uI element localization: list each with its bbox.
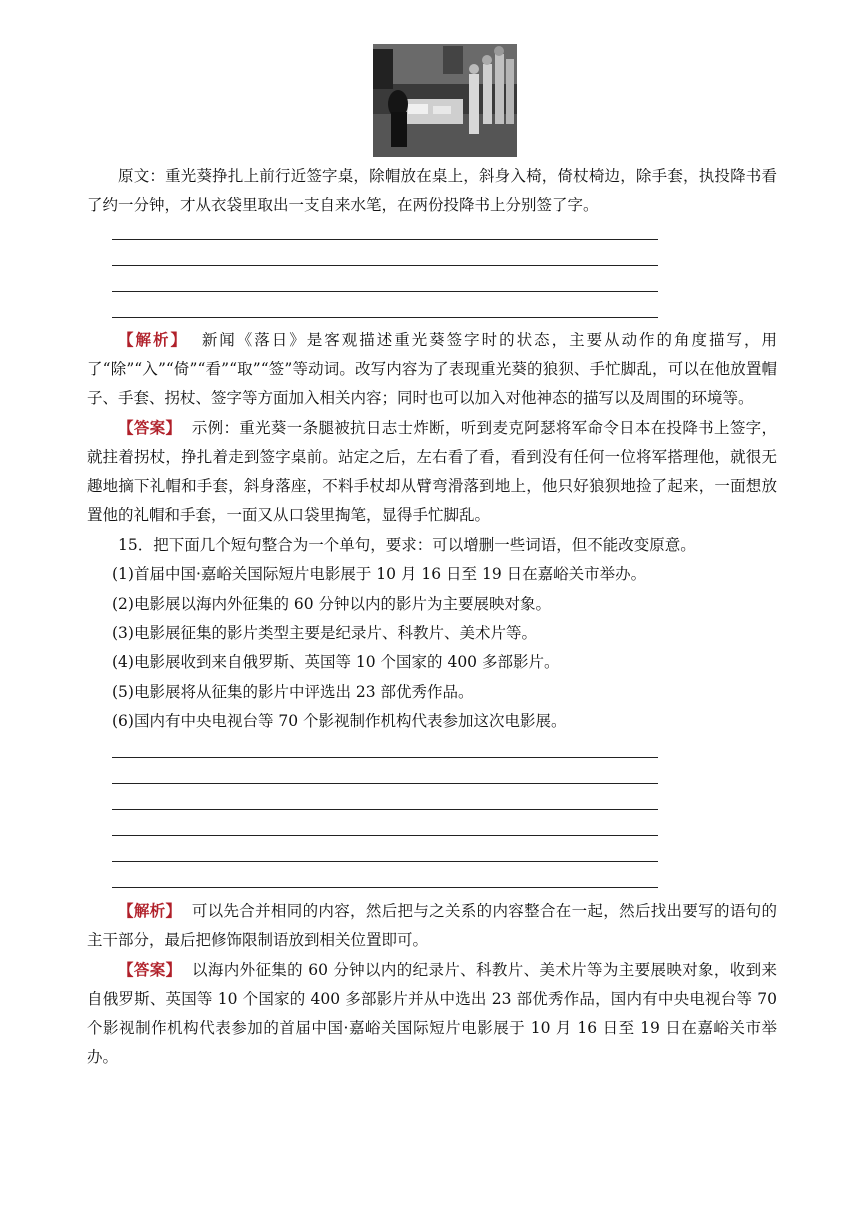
analysis-text: 可以先合并相同的内容，然后把与之关系的内容整合在一起，然后找出要写的语句的主干部分，最后把修饰限制语放到相关位置即可。 — [87, 902, 777, 949]
answer-paragraph-14 — [87, 413, 777, 530]
answer-text: 示例：重光葵一条腿被抗日志士炸断，听到麦克阿瑟将军命令日本在投降书上签字，就拄着拐杖，挣扎着走到签字桌前。站定之后，左右看了看，看到没有任何一位将军搭理他，就很无趣地摘下礼帽和手套，斜身落座，不料手杖却从臂弯滑落到地上，他只好狼狈地捡了起来，一面想放置他的礼帽和手套，一面又从口袋里掏笔，显得手忙脚乱。 — [87, 419, 777, 524]
answer-line — [112, 265, 658, 266]
answer-line — [112, 291, 658, 292]
surrender-signing-photo — [373, 44, 517, 157]
answer-tag: 【答案】 — [118, 418, 182, 437]
list-item: (2)电影展以海内外征集的 60 分钟以内的影片为主要展映对象。 — [112, 595, 552, 613]
answer-line — [112, 783, 658, 784]
answer-line — [112, 239, 658, 240]
analysis-paragraph-15 — [87, 896, 777, 955]
original-text-paragraph — [87, 162, 777, 220]
list-item: (5)电影展将从征集的影片中评选出 23 部优秀作品。 — [112, 683, 474, 701]
list-item: (6)国内有中央电视台等 70 个影视制作机构代表参加这次电影展。 — [112, 712, 567, 730]
analysis-tag: 【解析】 — [118, 901, 182, 920]
answer-line — [112, 809, 658, 810]
answer-line — [112, 757, 658, 758]
original-text: 重光葵挣扎上前行近签字桌，除帽放在桌上，斜身入椅，倚杖椅边，除手套，执投降书看了约一分钟，才从衣袋里取出一支自来水笔，在两份投降书上分别签了字。 — [87, 167, 777, 214]
list-item: (3)电影展征集的影片类型主要是纪录片、科教片、美术片等。 — [112, 624, 537, 642]
list-item: (4)电影展收到来自俄罗斯、英国等 10 个国家的 400 多部影片。 — [112, 653, 560, 671]
answer-line — [112, 317, 658, 318]
photo-illustration — [373, 44, 517, 157]
analysis-tag: 【解析】 — [118, 330, 188, 349]
list-item: (1)首届中国·嘉峪关国际短片电影展于 10 月 16 日至 19 日在嘉峪关市举办。 — [112, 565, 647, 583]
answer-line — [112, 887, 658, 888]
answer-line — [112, 835, 658, 836]
original-label: 原文： — [118, 167, 166, 185]
answer-line — [112, 861, 658, 862]
analysis-text: 新闻《落日》是客观描述重光葵签字时的状态，主要从动作的角度描写，用了“除”“入”“倚”“看”“取”“签”等动词。改写内容为了表现重光葵的狼狈、手忙脚乱，可以在他放置帽子、手套、拐杖、签字等方面加入相关内容；同时也可以加入对他神态的描写以及周围的环境等。 — [87, 331, 777, 407]
question-15-stem: 15．把下面几个短句整合为一个单句，要求：可以增删一些词语，但不能改变原意。 — [118, 536, 696, 554]
analysis-paragraph-14 — [87, 325, 777, 413]
answer-text: 以海内外征集的 60 分钟以内的纪录片、科教片、美术片等为主要展映对象，收到来自俄罗斯、英国等 10 个国家的 400 多部影片并从中选出 23 部优秀作品，国内有中央电视台等 70 个影视制作机构代表参加的首届中国·嘉峪关国际短片电影展于 10 月 16 日至 19 日在嘉峪关市举办。 — [87, 961, 777, 1066]
answer-tag: 【答案】 — [118, 960, 182, 979]
answer-paragraph-15 — [87, 955, 777, 1072]
